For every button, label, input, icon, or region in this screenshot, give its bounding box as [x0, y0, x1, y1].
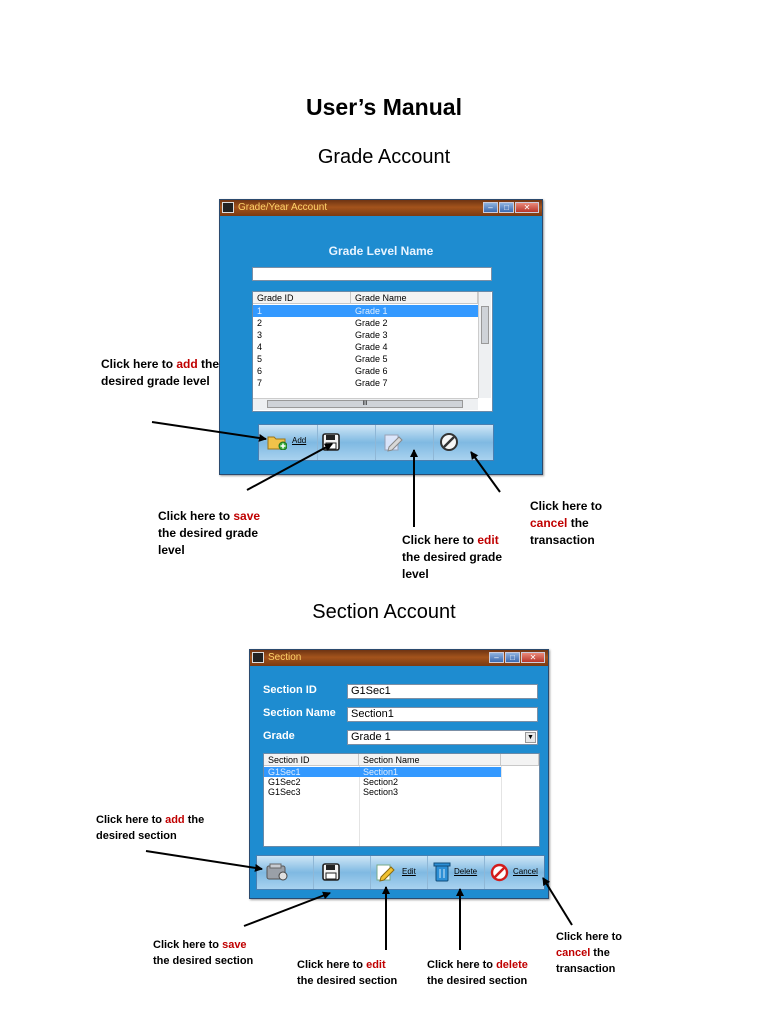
page-title: User’s Manual — [306, 94, 462, 120]
arrow-cancel-grade — [471, 452, 500, 492]
section-id-input[interactable]: G1Sec1 — [347, 684, 538, 699]
delete-label: Delete — [454, 867, 478, 876]
column-header-section-name[interactable]: Section Name — [359, 754, 501, 766]
section-id-label: Section ID — [263, 684, 317, 696]
note-save-section: Click here to save the desired section — [153, 939, 254, 967]
maximize-button[interactable]: □ — [505, 652, 520, 663]
column-header-grade-name[interactable]: Grade Name — [351, 292, 478, 304]
column-header-grade-id[interactable]: Grade ID — [253, 292, 351, 304]
edit-label: Edit — [402, 867, 416, 876]
list-row[interactable]: 3 Grade 3 — [257, 330, 388, 340]
section-name-input[interactable]: Section1 — [347, 707, 538, 722]
note-edit-section: Click here to edit the desired section — [297, 959, 398, 987]
arrow-add-section — [146, 851, 262, 869]
add-label: Add — [292, 436, 307, 445]
maximize-button[interactable]: □ — [499, 202, 514, 213]
note-add-grade: Click here to add the desired grade level — [101, 357, 220, 388]
list-row[interactable]: 6 Grade 6 — [257, 366, 388, 376]
list-row[interactable]: 1 Grade 1 — [253, 305, 478, 317]
cancel-label: Cancel — [513, 867, 538, 876]
grade-label: Grade — [263, 730, 295, 742]
list-row[interactable]: G1Sec1 Section1 — [264, 767, 501, 777]
list-row[interactable]: 7 Grade 7 — [257, 378, 388, 388]
note-cancel-section: Click here to cancel the transaction — [556, 931, 623, 975]
chevron-down-icon[interactable]: ▼ — [525, 732, 536, 743]
note-edit-grade: Click here to edit the desired grade level — [402, 533, 503, 581]
note-delete-section: Click here to delete the desired section — [427, 959, 528, 987]
list-row[interactable]: G1Sec3 Section3 — [268, 787, 399, 797]
grade-account-heading: Grade Account — [317, 146, 451, 168]
close-button[interactable]: ✕ — [521, 652, 545, 663]
window-title: Grade/Year Account — [238, 202, 328, 213]
scrollbar-thumb[interactable]: III — [267, 400, 463, 408]
grade-level-name-label: Grade Level Name — [328, 244, 434, 258]
arrow-save-section — [244, 893, 330, 926]
section-name-label: Section Name — [263, 707, 336, 719]
section-account-heading: Section Account — [312, 601, 456, 623]
window-title: Section — [268, 652, 302, 663]
close-button[interactable]: ✕ — [515, 202, 539, 213]
note-add-section: Click here to add the desired section — [96, 814, 205, 842]
list-row[interactable]: 5 Grade 5 — [257, 354, 388, 364]
arrow-add-grade — [152, 422, 266, 439]
arrow-cancel-section — [543, 878, 572, 925]
grade-select-value: Grade 1 — [351, 731, 391, 743]
column-header-section-id[interactable]: Section ID — [264, 754, 359, 766]
list-row[interactable]: 2 Grade 2 — [257, 318, 388, 328]
arrow-save-grade — [247, 444, 332, 490]
minimize-button[interactable]: – — [489, 652, 504, 663]
note-save-grade: Click here to save the desired grade level — [158, 509, 261, 557]
minimize-button[interactable]: – — [483, 202, 498, 213]
note-cancel-grade: Click here to cancel the transaction — [530, 499, 603, 547]
list-row[interactable]: 4 Grade 4 — [257, 342, 388, 352]
list-row[interactable]: G1Sec2 Section2 — [268, 777, 399, 787]
